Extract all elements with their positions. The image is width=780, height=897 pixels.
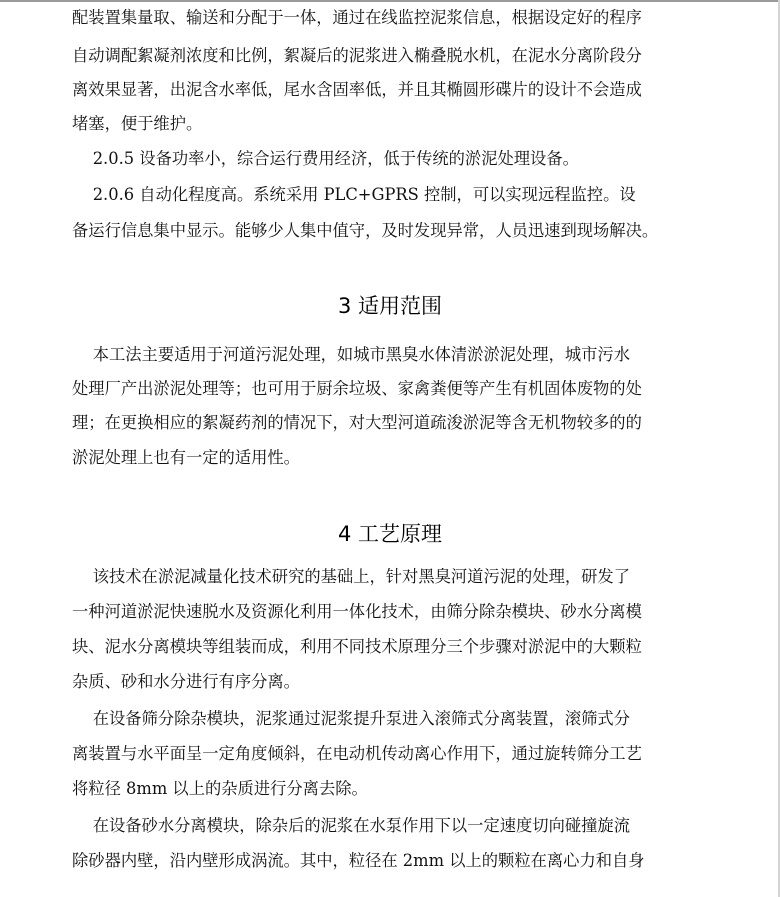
paragraph-line: 将粒径 8mm 以上的杂质进行分离去除。 [72,779,368,798]
paragraph-line: 配装置集量取、输送和分配于一体，通过在线监控泥浆信息，根据设定好的程序 [72,8,642,27]
paragraph-line: 淤泥处理上也有一定的适用性。 [72,448,300,467]
paragraph-line: 离效果显著，出泥含水率低，尾水含固率低，并且其椭圆形碟片的设计不会造成 [72,80,642,99]
paragraph-line: 该技术在淤泥减量化技术研究的基础上，针对黑臭河道污泥的处理，研发了 [72,567,630,586]
paragraph-line: 理；在更换相应的絮凝药剂的情况下，对大型河道疏浚淤泥等含无机物较多的的 [72,413,642,432]
paragraph-line: 块、泥水分离模块等组装而成，利用不同技术原理分三个步骤对淤泥中的大颗粒 [72,637,642,656]
section-heading-4: 4 工艺原理 [337,522,443,546]
paragraph-line: 杂质、砂和水分进行有序分离。 [72,672,300,691]
paragraph-line: 处理厂产出淤泥处理等；也可用于厨余垃圾、家禽粪便等产生有机固体废物的处 [72,379,642,398]
paragraph-line: 在设备筛分除杂模块，泥浆通过泥浆提升泵进入滚筛式分离装置，滚筛式分 [72,709,630,728]
paragraph-line: 离装置与水平面呈一定角度倾斜，在电动机传动离心作用下，通过旋转筛分工艺 [72,744,642,763]
item-2-0-6-line: 备运行信息集中显示。能够少人集中值守，及时发现异常，人员迅速到现场解决。 [72,221,659,240]
paragraph-line: 自动调配絮凝剂浓度和比例，絮凝后的泥浆进入椭叠脱水机，在泥水分离阶段分 [72,46,642,65]
paragraph-line: 除砂器内壁，沿内壁形成涡流。其中，粒径在 2mm 以上的颗粒在离心力和自身 [72,851,645,870]
paragraph-line: 一种河道淤泥快速脱水及资源化利用一体化技术，由筛分除杂模块、砂水分离模 [72,602,642,621]
section-heading-3: 3 适用范围 [337,294,443,318]
paragraph-line: 堵塞，便于维护。 [72,114,203,133]
paragraph-line: 本工法主要适用于河道污泥处理，如城市黑臭水体清淤淤泥处理，城市污水 [72,345,630,364]
item-2-0-6-line: 2.0.6 自动化程度高。系统采用 PLC+GPRS 控制，可以实现远程监控。设 [72,185,636,204]
item-2-0-5-line: 2.0.5 设备功率小，综合运行费用经济，低于传统的淤泥处理设备。 [72,149,579,168]
paragraph-line: 在设备砂水分离模块，除杂后的泥浆在水泵作用下以一定速度切向碰撞旋流 [72,816,630,835]
